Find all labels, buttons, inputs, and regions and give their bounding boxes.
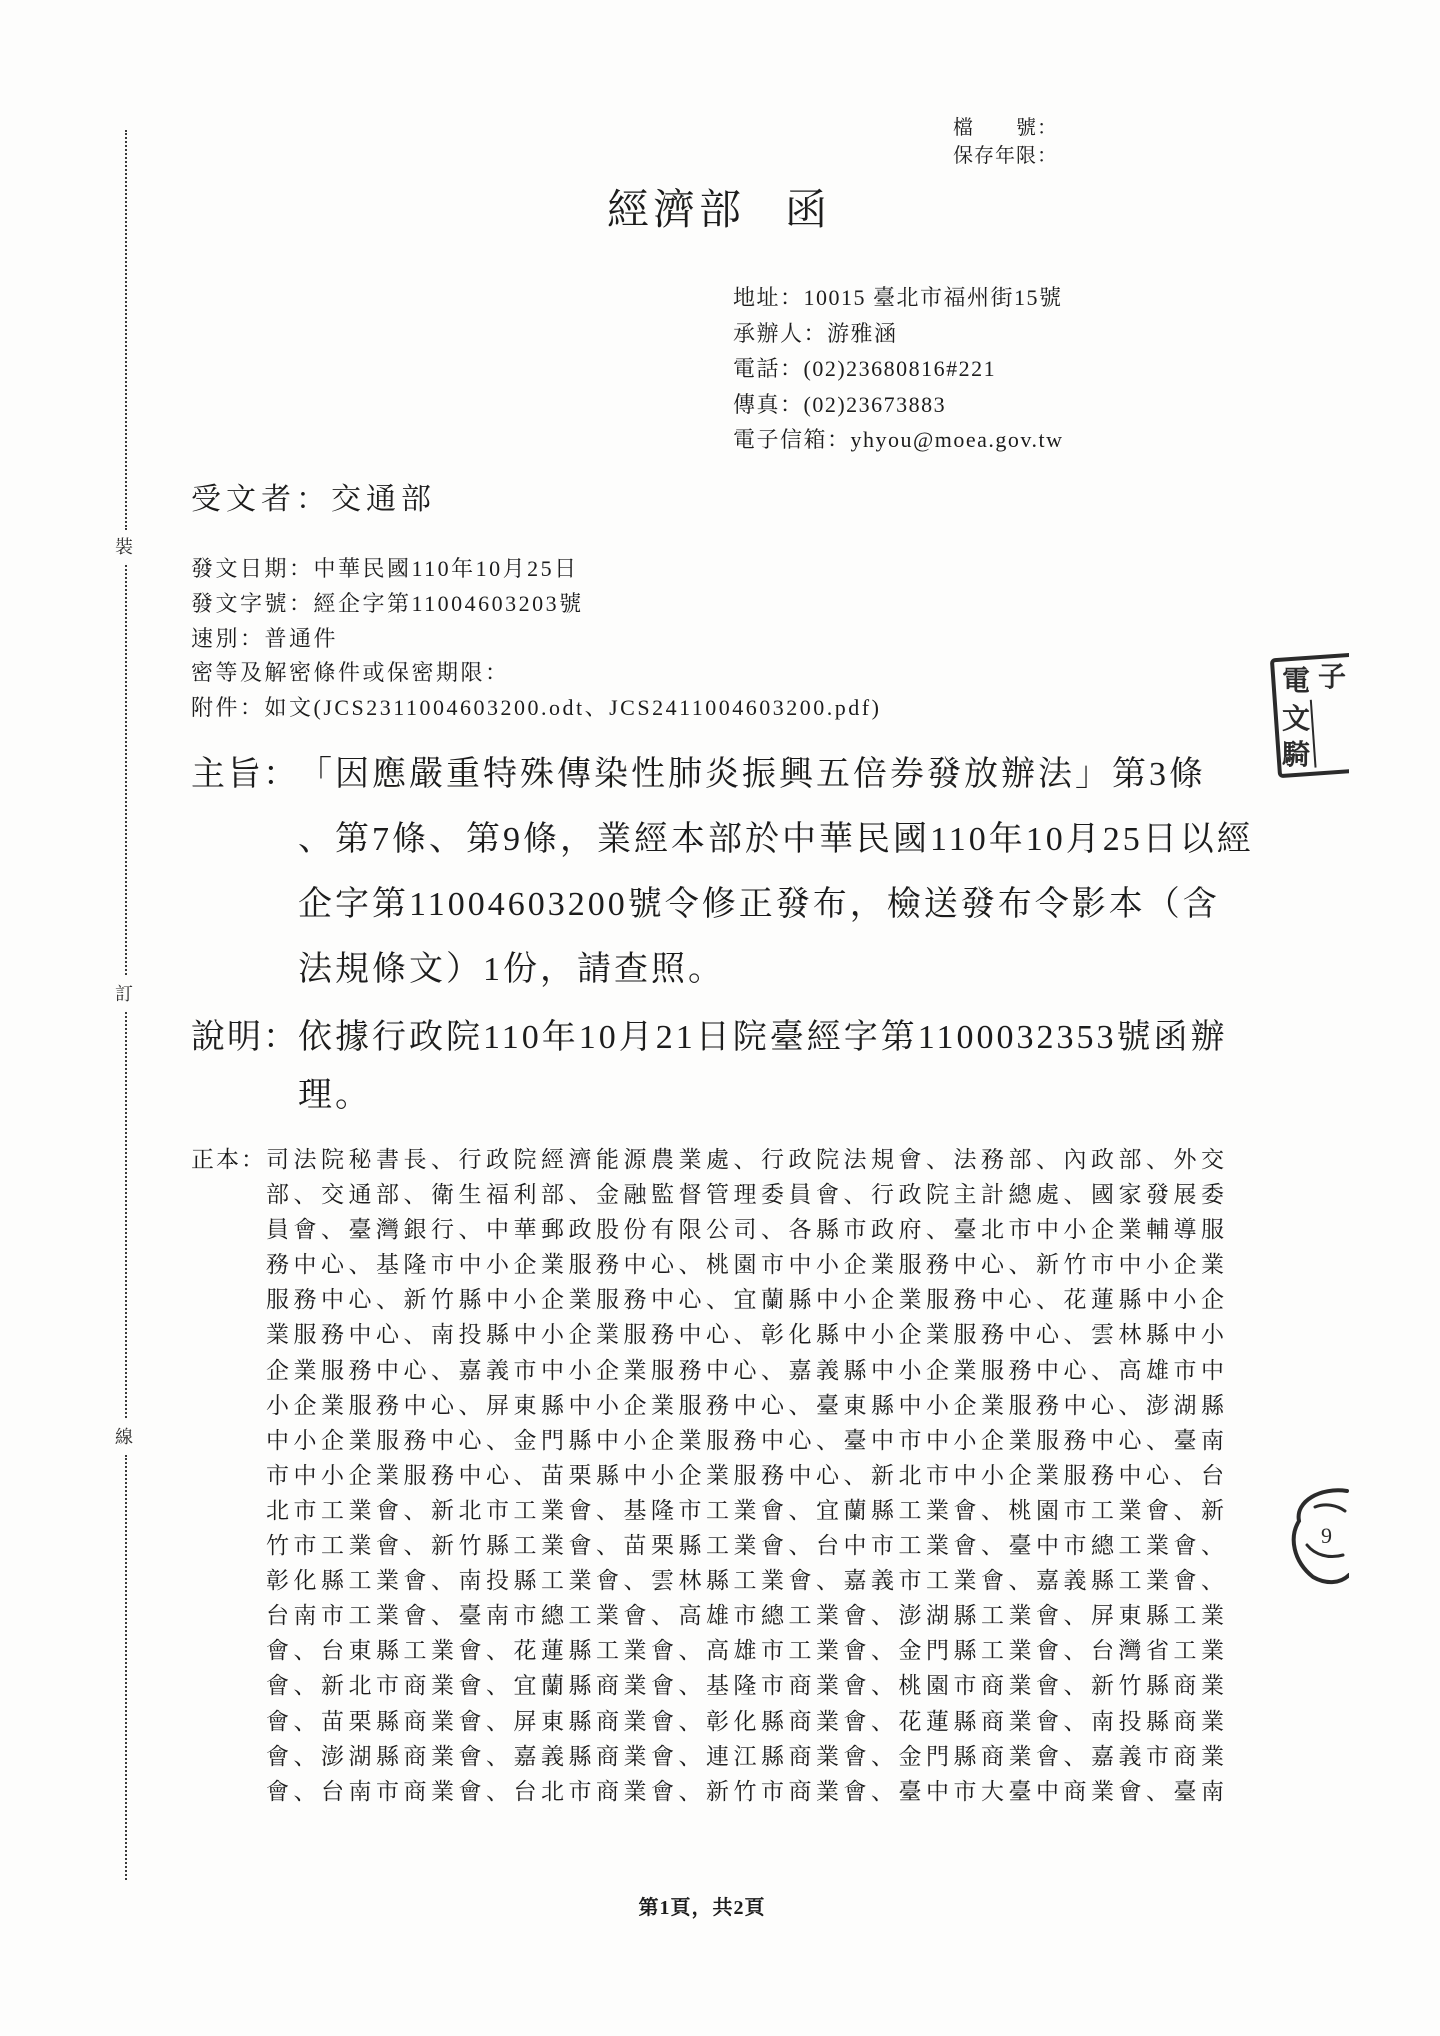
document-type-title: 函 — [785, 188, 828, 234]
contact-fax: 傳真：(02)23673883 — [733, 391, 947, 417]
delivery-speed: 速別：普通件 — [191, 625, 339, 651]
explanation-text — [298, 1009, 1227, 1125]
reference-number: 發文字號：經企字第11004603203號 — [191, 590, 584, 616]
cc-line: 業服務中心、南投縣中小企業服務中心、彰化縣中小企業服務中心、雲林縣中小 — [266, 1322, 1229, 1348]
contact-email: 電子信箱：yhyou@moea.gov.tw — [733, 427, 1064, 452]
contact-address: 地址：10015 臺北市福州街15號 — [733, 285, 1063, 310]
binding-dotted-line — [125, 1012, 127, 1418]
cc-line: 會、新北市商業會、宜蘭縣商業會、基隆市商業會、桃園市商業會、新竹縣商業 — [266, 1673, 1229, 1699]
cc-line: 企業服務中心、嘉義市中小企業服務中心、嘉義縣中小企業服務中心、高雄市中 — [266, 1357, 1229, 1383]
file-number-label: 檔 號： — [953, 117, 1058, 139]
cc-line: 會、台東縣工業會、花蓮縣工業會、高雄市工業會、金門縣工業會、台灣省工業 — [266, 1638, 1229, 1664]
attachments: 附件：如文(JCS2311004603200.odt、JCS2411004603200.pdf) — [191, 695, 882, 720]
subject-line: 「因應嚴重特殊傳染性肺炎振興五倍券發放辦法」第3條 — [298, 756, 1206, 793]
contact-officer: 承辦人：游雅涵 — [733, 320, 898, 346]
subject-label: 主旨： — [191, 756, 299, 793]
seam-stamp-glyph: 文 — [1282, 704, 1311, 735]
cc-line: 員會、臺灣銀行、中華郵政股份有限公司、各縣市政府、臺北市中小企業輔導服 — [266, 1217, 1229, 1243]
confidentiality: 密等及解密條件或保密期限： — [191, 660, 510, 686]
cc-line: 台南市工業會、臺南市總工業會、高雄市總工業會、澎湖縣工業會、屏東縣工業 — [266, 1603, 1229, 1629]
cc-line: 竹市工業會、新竹縣工業會、苗栗縣工業會、台中市工業會、臺中市總工業會、 — [266, 1533, 1229, 1559]
cc-line: 服務中心、新竹縣中小企業服務中心、宜蘭縣中小企業服務中心、花蓮縣中小企 — [266, 1287, 1229, 1313]
binding-label-ding: 訂 — [115, 984, 133, 1004]
cc-label: 正本： — [191, 1147, 266, 1172]
seam-stamp-glyph: 子 — [1318, 662, 1347, 693]
page-indicator: 第1頁，共2頁 — [638, 1897, 766, 1919]
binding-label-xian: 線 — [115, 1427, 133, 1447]
cc-line: 北市工業會、新北市工業會、基隆市工業會、宜蘭縣工業會、桃園市工業會、新 — [266, 1497, 1229, 1523]
cc-line: 中小企業服務中心、金門縣中小企業服務中心、臺中市中小企業服務中心、臺南 — [266, 1427, 1229, 1453]
binding-dotted-line — [125, 130, 127, 530]
cc-list — [266, 1142, 1229, 1809]
filing-info — [953, 114, 1058, 170]
cc-line: 會、澎湖縣商業會、嘉義縣商業會、連江縣商業會、金門縣商業會、嘉義市商業 — [266, 1743, 1229, 1769]
explanation-line: 理。 — [298, 1077, 372, 1114]
retention-period-label: 保存年限： — [953, 145, 1058, 167]
binding-dotted-line — [125, 565, 127, 975]
issuing-agency-title: 經濟部 — [607, 188, 746, 234]
seam-stamp — [1268, 650, 1349, 785]
issue-date: 發文日期：中華民國110年10月25日 — [191, 556, 579, 581]
cc-line: 部、交通部、衛生福利部、金融監督管理委員會、行政院主計總處、國家發展委 — [266, 1182, 1229, 1208]
cc-line: 彰化縣工業會、南投縣工業會、雲林縣工業會、嘉義市工業會、嘉義縣工業會、 — [266, 1568, 1229, 1594]
cc-line: 市中小企業服務中心、苗栗縣中小企業服務中心、新北市中小企業服務中心、台 — [266, 1462, 1229, 1488]
seam-stamp-glyph: 騎 — [1282, 740, 1311, 771]
subject-text — [298, 742, 1254, 1002]
cc-line: 會、台南市商業會、台北市商業會、新竹市商業會、臺中市大臺中商業會、臺南 — [266, 1778, 1229, 1804]
subject-line: 企字第11004603200號令修正發布，檢送發布令影本（含 — [298, 886, 1220, 923]
cc-line: 務中心、基隆市中小企業服務中心、桃園市中小企業服務中心、新竹市中小企業 — [266, 1252, 1229, 1278]
contact-block — [733, 280, 1063, 458]
subject-line: 法規條文）1份，請查照。 — [298, 951, 725, 988]
binding-label-zhuang: 裝 — [115, 537, 133, 557]
recipient: 受文者：交通部 — [191, 483, 436, 516]
contact-phone: 電話：(02)23680816#221 — [733, 356, 997, 381]
page-seal-glyph: 9 — [1321, 1523, 1332, 1548]
seam-stamp-glyph: 電 — [1282, 666, 1311, 697]
page-seal-stamp — [1285, 1485, 1349, 1587]
document-meta — [191, 552, 881, 726]
cc-line: 小企業服務中心、屏東縣中小企業服務中心、臺東縣中小企業服務中心、澎湖縣 — [266, 1392, 1229, 1418]
cc-line: 司法院秘書長、行政院經濟能源農業處、行政院法規會、法務部、內政部、外交 — [266, 1147, 1229, 1172]
subject-line: 、第7條、第9條，業經本部於中華民國110年10月25日以經 — [298, 821, 1254, 858]
binding-dotted-line — [125, 1455, 127, 1880]
explanation-line: 依據行政院110年10月21日院臺經字第1100032353號函辦 — [298, 1019, 1228, 1056]
cc-line: 會、苗栗縣商業會、屏東縣商業會、彰化縣商業會、花蓮縣商業會、南投縣商業 — [266, 1708, 1229, 1734]
explanation-label: 說明： — [191, 1019, 299, 1056]
